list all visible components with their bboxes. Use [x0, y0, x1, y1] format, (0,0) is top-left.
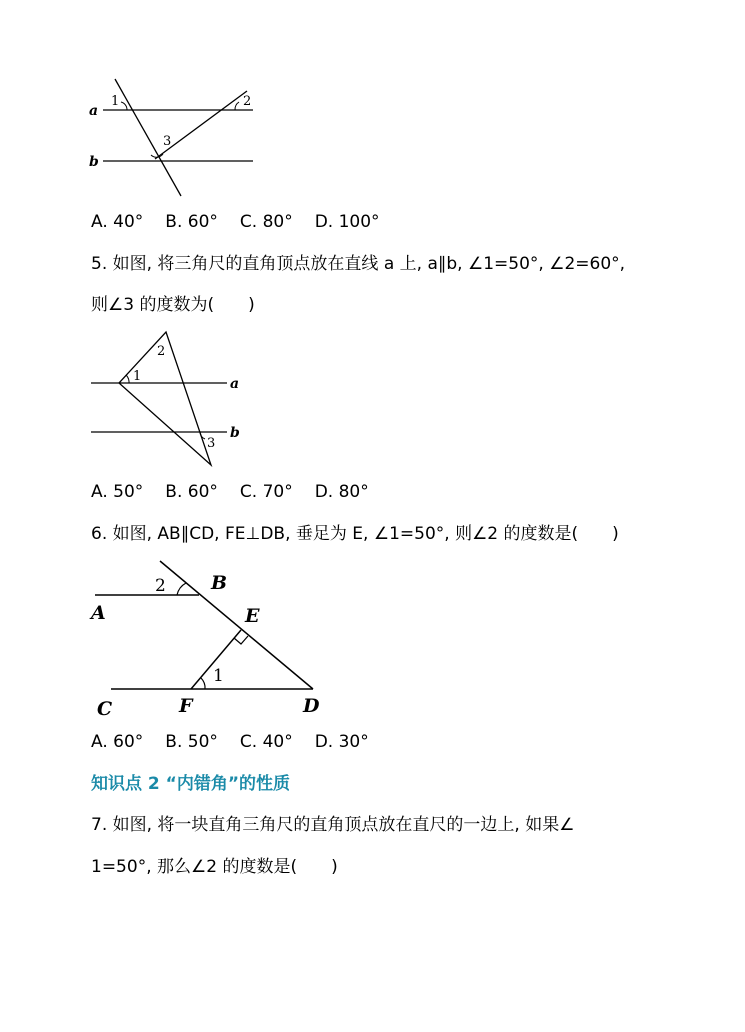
angle-2-arc	[235, 102, 239, 110]
label-D: D	[303, 695, 320, 717]
option-c[interactable]: C. 40°	[239, 732, 293, 752]
label-2: 2	[243, 94, 252, 109]
q5-options	[91, 484, 391, 501]
option-a[interactable]: A. 40°	[91, 212, 144, 232]
q5-text-line2: 则∠3 的度数为( )	[91, 295, 255, 315]
angle-1-arc	[121, 102, 127, 110]
label-a: a	[230, 376, 240, 392]
label-E: E	[245, 605, 260, 627]
q7-text-line1: 7. 如图, 将一块直角三角尺的直角顶点放在直尺的一边上, 如果∠	[91, 815, 575, 835]
label-3: 3	[163, 134, 172, 149]
angle-1-arc	[201, 678, 205, 689]
option-d[interactable]: D. 30°	[314, 732, 369, 752]
label-3: 3	[207, 436, 216, 451]
label-1: 1	[133, 369, 142, 384]
line-db	[160, 561, 313, 689]
right-angle-mark	[234, 636, 248, 644]
label-b: b	[230, 425, 240, 441]
option-b[interactable]: B. 50°	[165, 732, 218, 752]
label-1: 1	[213, 666, 224, 686]
section-title: 知识点 2 “内错角”的性质	[91, 774, 291, 794]
option-a[interactable]: A. 60°	[91, 732, 144, 752]
figure-perpendicular-lines	[85, 555, 335, 725]
label-b: b	[89, 154, 99, 170]
q6-options	[91, 734, 391, 751]
label-2: 2	[155, 576, 166, 596]
option-b[interactable]: B. 60°	[165, 482, 218, 502]
angle-1-arc	[126, 375, 129, 383]
label-A: A	[91, 602, 106, 624]
option-d[interactable]: D. 100°	[314, 212, 380, 232]
option-a[interactable]: A. 50°	[91, 482, 144, 502]
label-B: B	[211, 572, 228, 594]
angle-2-arc	[177, 583, 186, 595]
option-d[interactable]: D. 80°	[314, 482, 369, 502]
label-a: a	[89, 103, 99, 119]
label-C: C	[97, 698, 113, 720]
option-c[interactable]: C. 80°	[239, 212, 293, 232]
label-1: 1	[111, 94, 120, 109]
label-F: F	[179, 695, 193, 717]
option-c[interactable]: C. 70°	[239, 482, 293, 502]
figure-parallel-lines-1	[85, 75, 275, 200]
label-2: 2	[157, 344, 166, 359]
q6-text: 6. 如图, AB∥CD, FE⊥DB, 垂足为 E, ∠1=50°, 则∠2 的度数是( )	[91, 524, 619, 544]
option-b[interactable]: B. 60°	[165, 212, 218, 232]
figure-triangle-parallel-lines	[85, 325, 255, 470]
q7-text-line2: 1=50°, 那么∠2 的度数是( )	[91, 857, 338, 877]
q5-text-line1: 5. 如图, 将三角尺的直角顶点放在直线 a 上, a∥b, ∠1=50°, ∠2=60°,	[91, 254, 626, 274]
q4-options	[91, 214, 402, 231]
